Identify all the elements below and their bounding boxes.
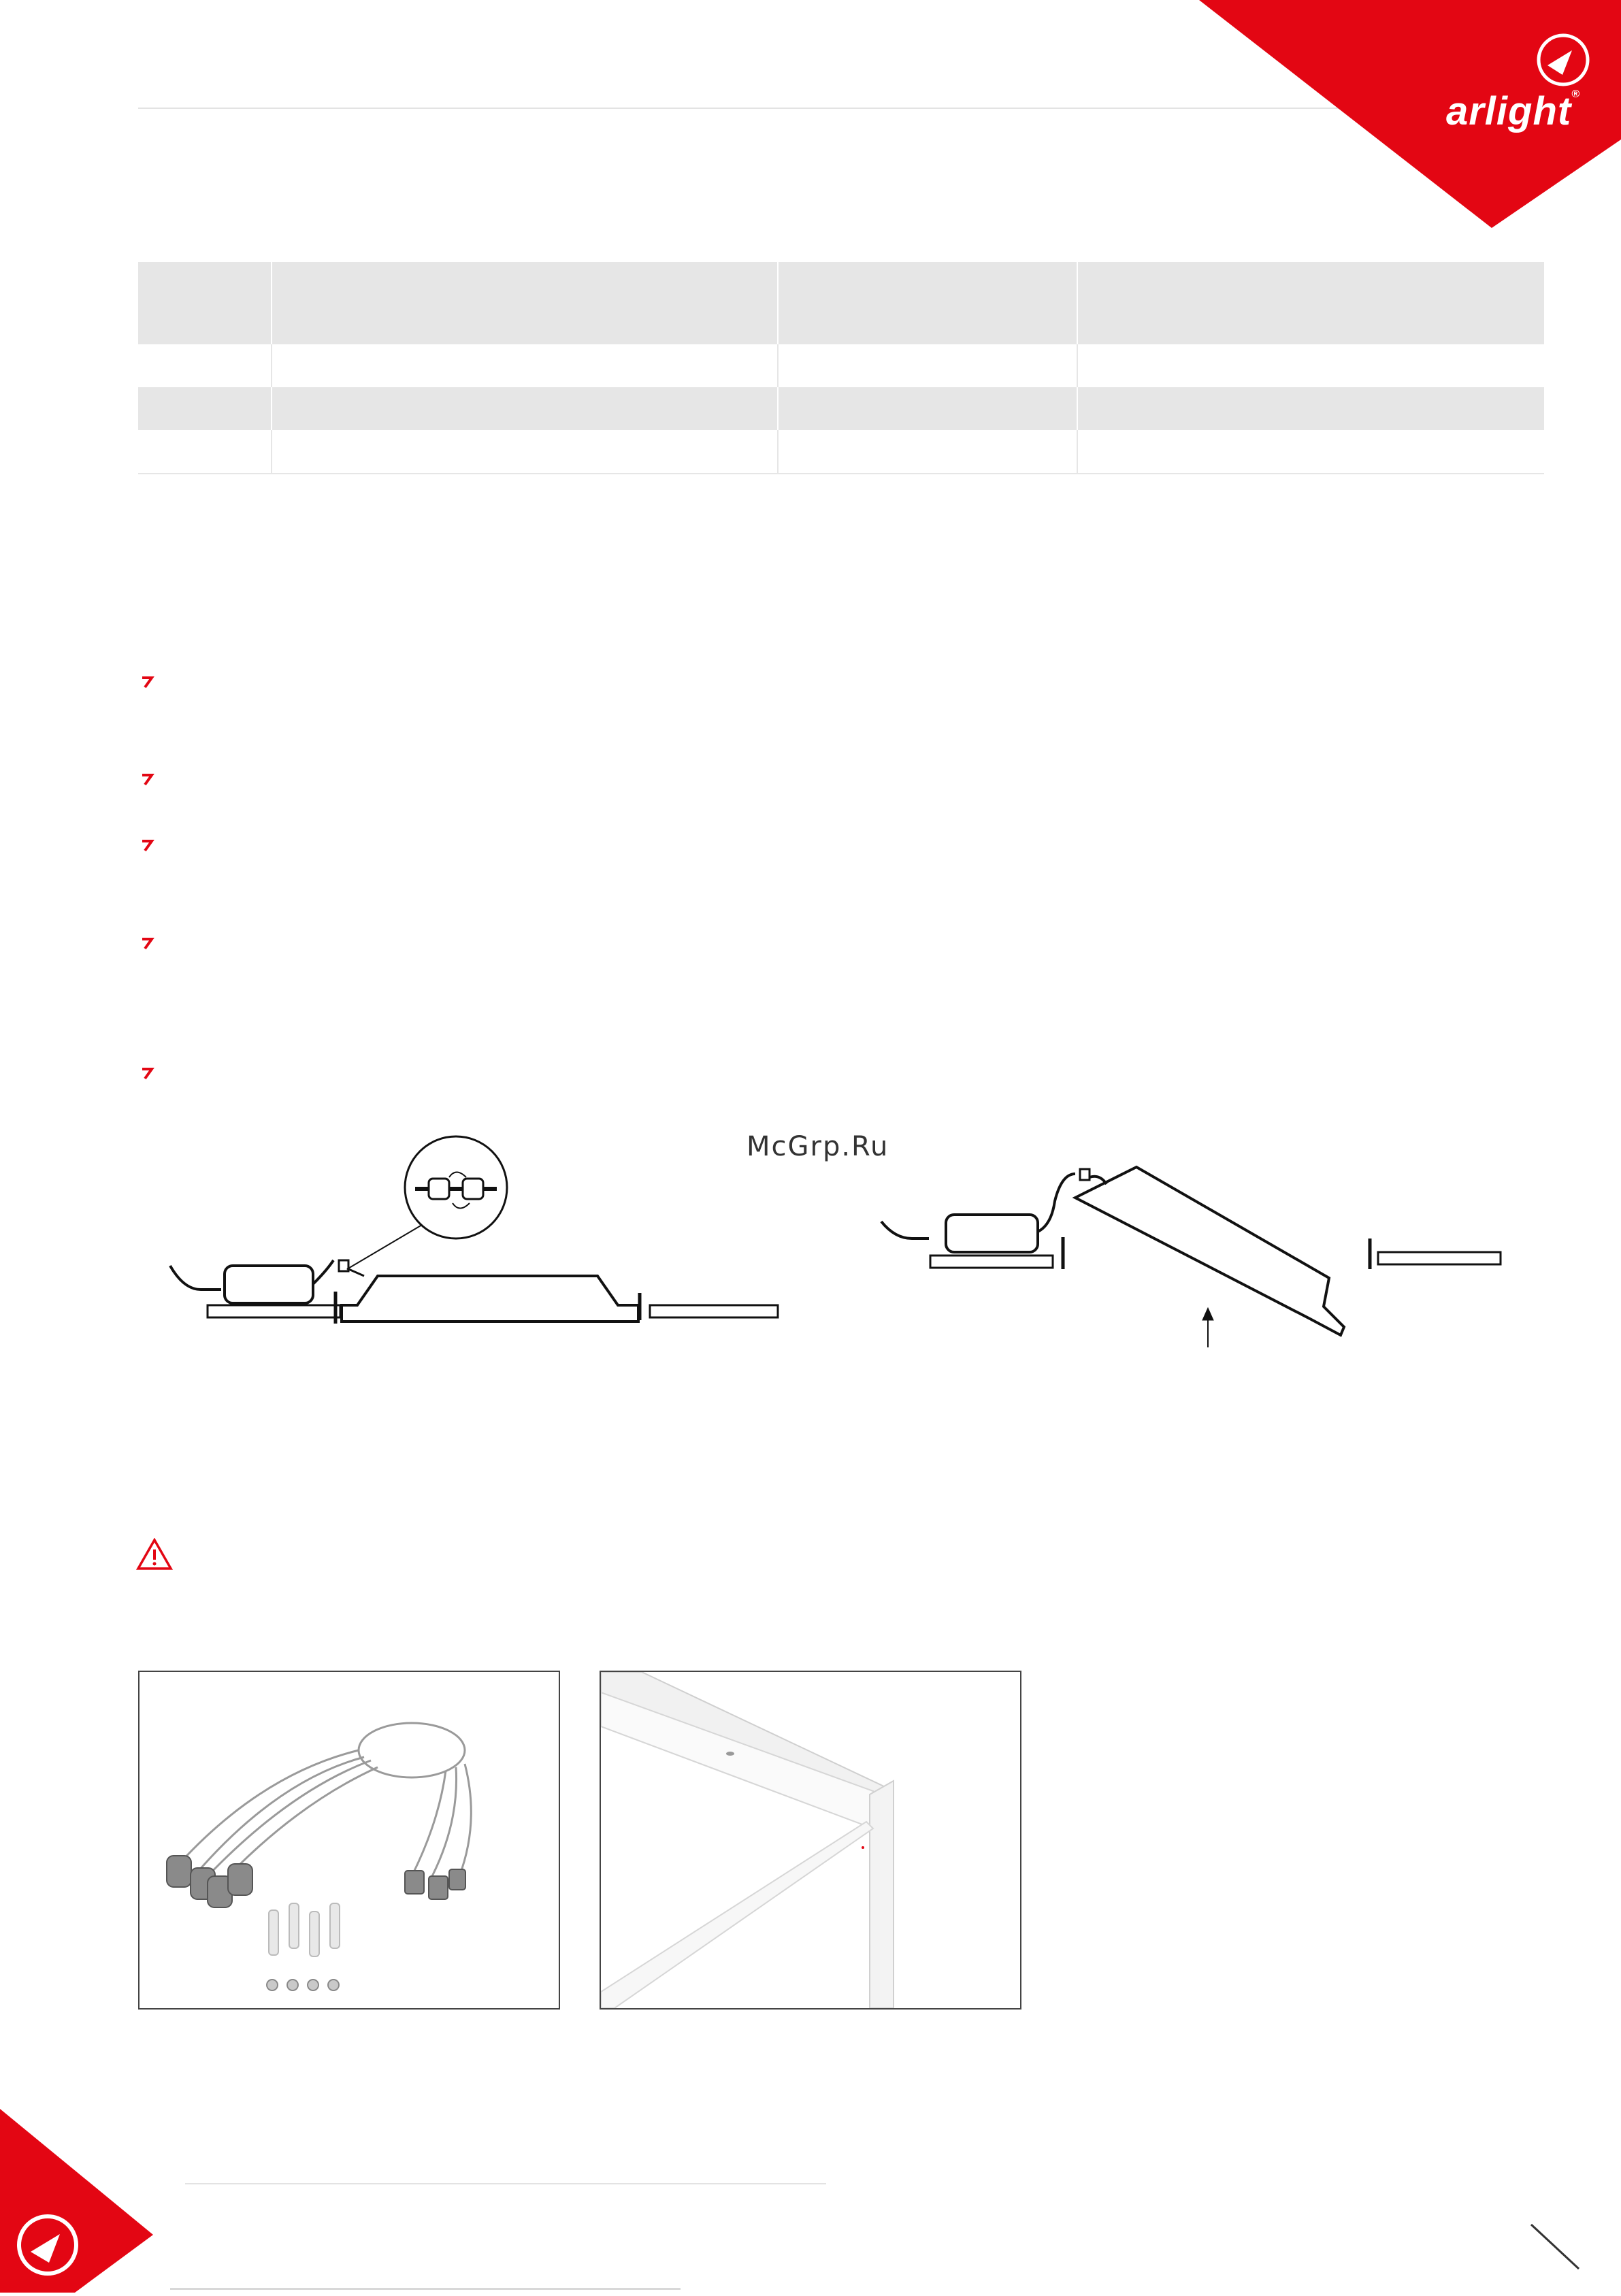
suspension-kit-photo [138,1671,560,2010]
installation-diagram-tilted [874,1130,1528,1375]
spec-table [138,262,1544,474]
frame-corner-photo [600,1671,1021,2010]
table-header-row [138,262,1544,344]
watermark: McGrp.Ru [747,1131,889,1162]
page-number-slash [1524,2211,1586,2293]
table-row [138,387,1544,430]
brand-reg: ® [1571,88,1580,100]
table-row [138,344,1544,387]
brand-logo [1446,88,1580,134]
footer-bar [170,2288,681,2290]
footer-rule [185,2183,826,2184]
brand-corner [1199,0,1621,231]
warning-icon [136,1538,173,1571]
table-row [138,430,1544,474]
bullet-icon [140,1065,154,1080]
bullet-icon [140,837,154,852]
bullet-icon [140,935,154,950]
brand-corner-bottom [0,2109,157,2293]
installation-diagram-connected [163,1123,789,1341]
bullet-icon [140,674,154,689]
brand-name: arlight [1445,89,1572,133]
bullet-icon [140,771,154,786]
